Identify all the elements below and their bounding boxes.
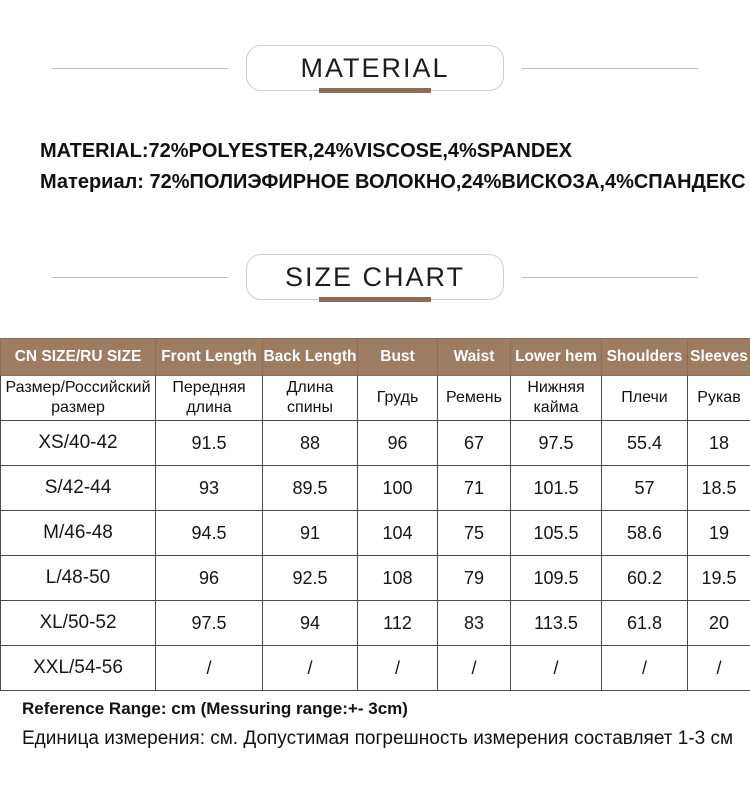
header-right-line xyxy=(522,277,698,278)
col-header-ru: Длина спины xyxy=(263,376,358,421)
col-header-ru: Передняя длина xyxy=(156,376,263,421)
value-cell: 104 xyxy=(358,511,438,556)
header-left-line xyxy=(52,277,228,278)
value-cell: 100 xyxy=(358,466,438,511)
value-cell: 20 xyxy=(688,601,750,646)
col-header-ru: Грудь xyxy=(358,376,438,421)
value-cell: 71 xyxy=(438,466,511,511)
value-cell: 19.5 xyxy=(688,556,750,601)
value-cell: 92.5 xyxy=(263,556,358,601)
value-cell: / xyxy=(511,646,602,691)
measurement-notes xyxy=(22,699,750,750)
col-header-ru: Плечи xyxy=(602,376,688,421)
col-header-ru: Рукав xyxy=(688,376,750,421)
value-cell: / xyxy=(156,646,263,691)
value-cell: 18.5 xyxy=(688,466,750,511)
material-title-box xyxy=(246,45,504,91)
value-cell: 83 xyxy=(438,601,511,646)
value-cell: 112 xyxy=(358,601,438,646)
col-header: Bust xyxy=(358,339,438,376)
value-cell: 61.8 xyxy=(602,601,688,646)
value-cell: 96 xyxy=(358,421,438,466)
col-header: Front Length xyxy=(156,339,263,376)
value-cell: 105.5 xyxy=(511,511,602,556)
note-reference-range-en: Reference Range: cm (Messuring range:+- 3cm) xyxy=(22,699,750,719)
material-title: MATERIAL xyxy=(300,53,449,84)
value-cell: 60.2 xyxy=(602,556,688,601)
material-section-header xyxy=(0,45,750,91)
value-cell: 96 xyxy=(156,556,263,601)
table-header-row-en xyxy=(1,339,750,376)
table-row xyxy=(1,511,750,556)
size-cell: XXL/54-56 xyxy=(1,646,156,691)
table-row xyxy=(1,601,750,646)
size-cell: S/42-44 xyxy=(1,466,156,511)
value-cell: 57 xyxy=(602,466,688,511)
value-cell: / xyxy=(263,646,358,691)
table-row xyxy=(1,556,750,601)
value-cell: 113.5 xyxy=(511,601,602,646)
size-cell: XL/50-52 xyxy=(1,601,156,646)
size-chart-table xyxy=(0,338,750,691)
value-cell: 88 xyxy=(263,421,358,466)
size-chart-title: SIZE CHART xyxy=(285,262,465,293)
col-header: Lower hem xyxy=(511,339,602,376)
value-cell: 19 xyxy=(688,511,750,556)
col-header: Sleeves xyxy=(688,339,750,376)
header-left-line xyxy=(52,68,228,69)
material-composition xyxy=(40,136,750,198)
material-line-en: MATERIAL:72%POLYESTER,24%VISCOSE,4%SPANDEX xyxy=(40,136,750,167)
table-row xyxy=(1,646,750,691)
header-right-line xyxy=(522,68,698,69)
size-chart-section-header xyxy=(0,254,750,300)
size-cell: M/46-48 xyxy=(1,511,156,556)
size-chart-title-accent-bar xyxy=(319,297,431,302)
col-header: Waist xyxy=(438,339,511,376)
value-cell: 97.5 xyxy=(156,601,263,646)
note-reference-range-ru: Единица измерения: см. Допустимая погрешность измерения составляет 1-3 см xyxy=(22,728,750,750)
material-title-accent-bar xyxy=(319,88,431,93)
value-cell: 101.5 xyxy=(511,466,602,511)
table-header-row-ru xyxy=(1,376,750,421)
value-cell: 58.6 xyxy=(602,511,688,556)
material-line-ru: Материал: 72%ПОЛИЭФИРНОЕ ВОЛОКНО,24%ВИСКОЗА,4%СПАНДЕКС xyxy=(40,167,750,198)
col-header: Back Length xyxy=(263,339,358,376)
table-row xyxy=(1,466,750,511)
col-header: Shoulders xyxy=(602,339,688,376)
value-cell: 94.5 xyxy=(156,511,263,556)
value-cell: 109.5 xyxy=(511,556,602,601)
value-cell: 55.4 xyxy=(602,421,688,466)
col-header-ru: Размер/Российский размер xyxy=(1,376,156,421)
value-cell: 79 xyxy=(438,556,511,601)
value-cell: 91.5 xyxy=(156,421,263,466)
value-cell: / xyxy=(688,646,750,691)
value-cell: 75 xyxy=(438,511,511,556)
size-chart-title-box xyxy=(246,254,504,300)
value-cell: / xyxy=(602,646,688,691)
col-header-ru: Нижняя кайма xyxy=(511,376,602,421)
value-cell: 89.5 xyxy=(263,466,358,511)
table-row xyxy=(1,421,750,466)
size-cell: L/48-50 xyxy=(1,556,156,601)
value-cell: 93 xyxy=(156,466,263,511)
value-cell: / xyxy=(358,646,438,691)
size-cell: XS/40-42 xyxy=(1,421,156,466)
value-cell: 91 xyxy=(263,511,358,556)
col-header: CN SIZE/RU SIZE xyxy=(1,339,156,376)
value-cell: 97.5 xyxy=(511,421,602,466)
value-cell: 67 xyxy=(438,421,511,466)
value-cell: / xyxy=(438,646,511,691)
value-cell: 18 xyxy=(688,421,750,466)
col-header-ru: Ремень xyxy=(438,376,511,421)
value-cell: 108 xyxy=(358,556,438,601)
value-cell: 94 xyxy=(263,601,358,646)
